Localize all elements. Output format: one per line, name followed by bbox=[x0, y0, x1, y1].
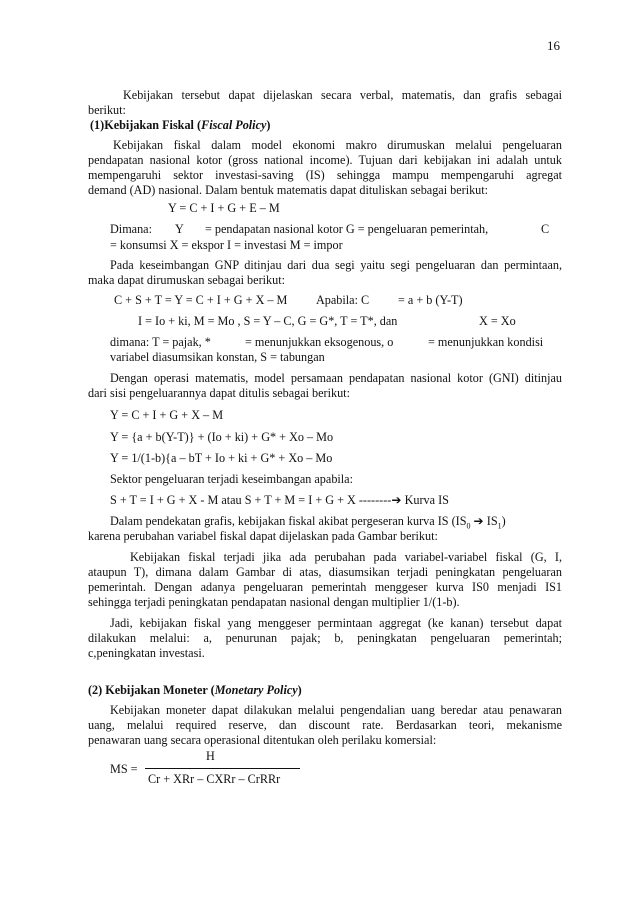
paragraph-line: pemerintah. Dengan adanya pengeluaran pemerintah menggeser kurva IS0 menjadi IS1 bbox=[88, 580, 562, 594]
paragraph-line: demand (AD) nasional. Dalam bentuk matematis dapat dituliskan sebagai berikut: bbox=[88, 183, 489, 197]
paragraph-line: karena perubahan variabel fiskal dapat dijelaskan pada Gambar berikut: bbox=[88, 529, 438, 543]
paragraph-line: penawaran uang secara operasional ditentukan oleh perilaku komersial: bbox=[88, 733, 437, 747]
paragraph-line: pendapatan nasional kotor (gross national income). Tujuan dari kebijakan ini adalah untuk bbox=[88, 153, 562, 167]
paragraph-line: dilakukan melalui: a, penurunan pajak; b, peningkatan pengeluaran pemerintah; bbox=[88, 631, 562, 645]
definition-text: = konsumsi X = ekspor I = investasi M = impor bbox=[110, 238, 343, 252]
paragraph-line: Dalam pendekatan grafis, kebijakan fiskal akibat pergeseran kurva IS ($IS_0$ ➔ $IS_1$) bbox=[110, 514, 506, 531]
fraction-numerator: H bbox=[206, 749, 215, 763]
paragraph-line: Kebijakan moneter dapat dilakukan melalui pengendalian uang beredar atau penawaran bbox=[110, 703, 562, 717]
section-heading-fiscal: (1)Kebijakan Fiskal (Fiscal Policy) bbox=[90, 118, 271, 132]
paragraph-line: mempengaruhi sektor investasi-saving (IS) sehingga mampu mempengaruhi agregat bbox=[88, 168, 562, 182]
equation: S + T = I + G + X - M atau S + T + M = I + G + X --------➔ Kurva IS bbox=[110, 493, 449, 507]
equation-lhs: MS = bbox=[110, 762, 138, 776]
page-number: 16 bbox=[547, 38, 560, 53]
paragraph-line: c,peningkatan investasi. bbox=[88, 646, 205, 660]
equation: Y = 1/(1-b){a – bT + Io + ki + G* + Xo – Mo bbox=[110, 451, 333, 465]
paragraph-line: berikut: bbox=[88, 103, 126, 117]
equation: Y = C + I + G + E – M bbox=[168, 201, 280, 215]
equation: C + S + T = Y = C + I + G + X – M bbox=[114, 293, 288, 307]
paragraph-line: dari sisi pengeluarannya dapat ditulis sebagai berikut: bbox=[88, 386, 350, 400]
equation: X = Xo bbox=[479, 314, 516, 328]
definition-text: = menunjukkan kondisi bbox=[428, 335, 544, 349]
paragraph-line: Kebijakan fiskal terjadi jika ada perubahan pada variabel-variabel fiskal (G, I, bbox=[130, 550, 562, 564]
paragraph-line: sehingga terjadi peningkatan pendapatan nasional dengan multiplier 1/(1-b). bbox=[88, 595, 460, 609]
paragraph-line: Jadi, kebijakan fiskal yang menggeser permintaan aggregat (ke kanan) tersebut dapat bbox=[110, 616, 562, 630]
paragraph-line: maka dapat dirumuskan sebagai berikut: bbox=[88, 273, 285, 287]
equation: Y = {a + b(Y-T)} + (Io + ki) + G* + Xo – Mo bbox=[110, 430, 334, 444]
definition-label: Dimana: bbox=[110, 222, 152, 236]
definition-text: = pendapatan nasional kotor G = pengeluaran pemerintah, bbox=[205, 222, 489, 236]
paragraph-line: Kebijakan fiskal dalam model ekonomi makro dirumuskan melalui pengeluaran bbox=[113, 138, 562, 152]
paragraph-line: Dengan operasi matematis, model persamaan pendapatan nasional kotor (GNI) ditinjau bbox=[110, 371, 562, 385]
paragraph-line: ataupun T), dimana dalam Gambar di atas, diasumsikan terjadi peningkatan pengeluaran bbox=[88, 565, 562, 579]
paragraph-line: uang, melalui required reserve, dan discount rate. Berdasarkan teori, mekanisme bbox=[88, 718, 562, 732]
definition-symbol: Y bbox=[175, 222, 184, 236]
paragraph-line: Pada keseimbangan GNP ditinjau dari dua segi yaitu segi pengeluaran dan permintaan, bbox=[110, 258, 562, 272]
section-heading-monetary: (2) Kebijakan Moneter (Monetary Policy) bbox=[88, 683, 302, 697]
equation: Apabila: C bbox=[316, 293, 370, 307]
definition-text: = menunjukkan eksogenous, o bbox=[245, 335, 394, 349]
equation: I = Io + ki, M = Mo , S = Y – C, G = G*, T = T*, dan bbox=[138, 314, 398, 328]
equation: Y = C + I + G + X – M bbox=[110, 408, 224, 422]
definition-symbol: C bbox=[541, 222, 550, 236]
paragraph-line: Kebijakan tersebut dapat dijelaskan secara verbal, matematis, dan grafis sebagai bbox=[123, 88, 562, 102]
equation: = a + b (Y-T) bbox=[398, 293, 463, 307]
definition-text: variabel diasumsikan konstan, S = tabungan bbox=[110, 350, 325, 364]
paragraph-line: Sektor pengeluaran terjadi keseimbangan apabila: bbox=[110, 472, 353, 486]
definition-text: dimana: T = pajak, * bbox=[110, 335, 211, 349]
fraction-denominator: Cr + XRr – CXRr – CrRRr bbox=[148, 772, 281, 786]
fraction-bar bbox=[145, 768, 300, 769]
